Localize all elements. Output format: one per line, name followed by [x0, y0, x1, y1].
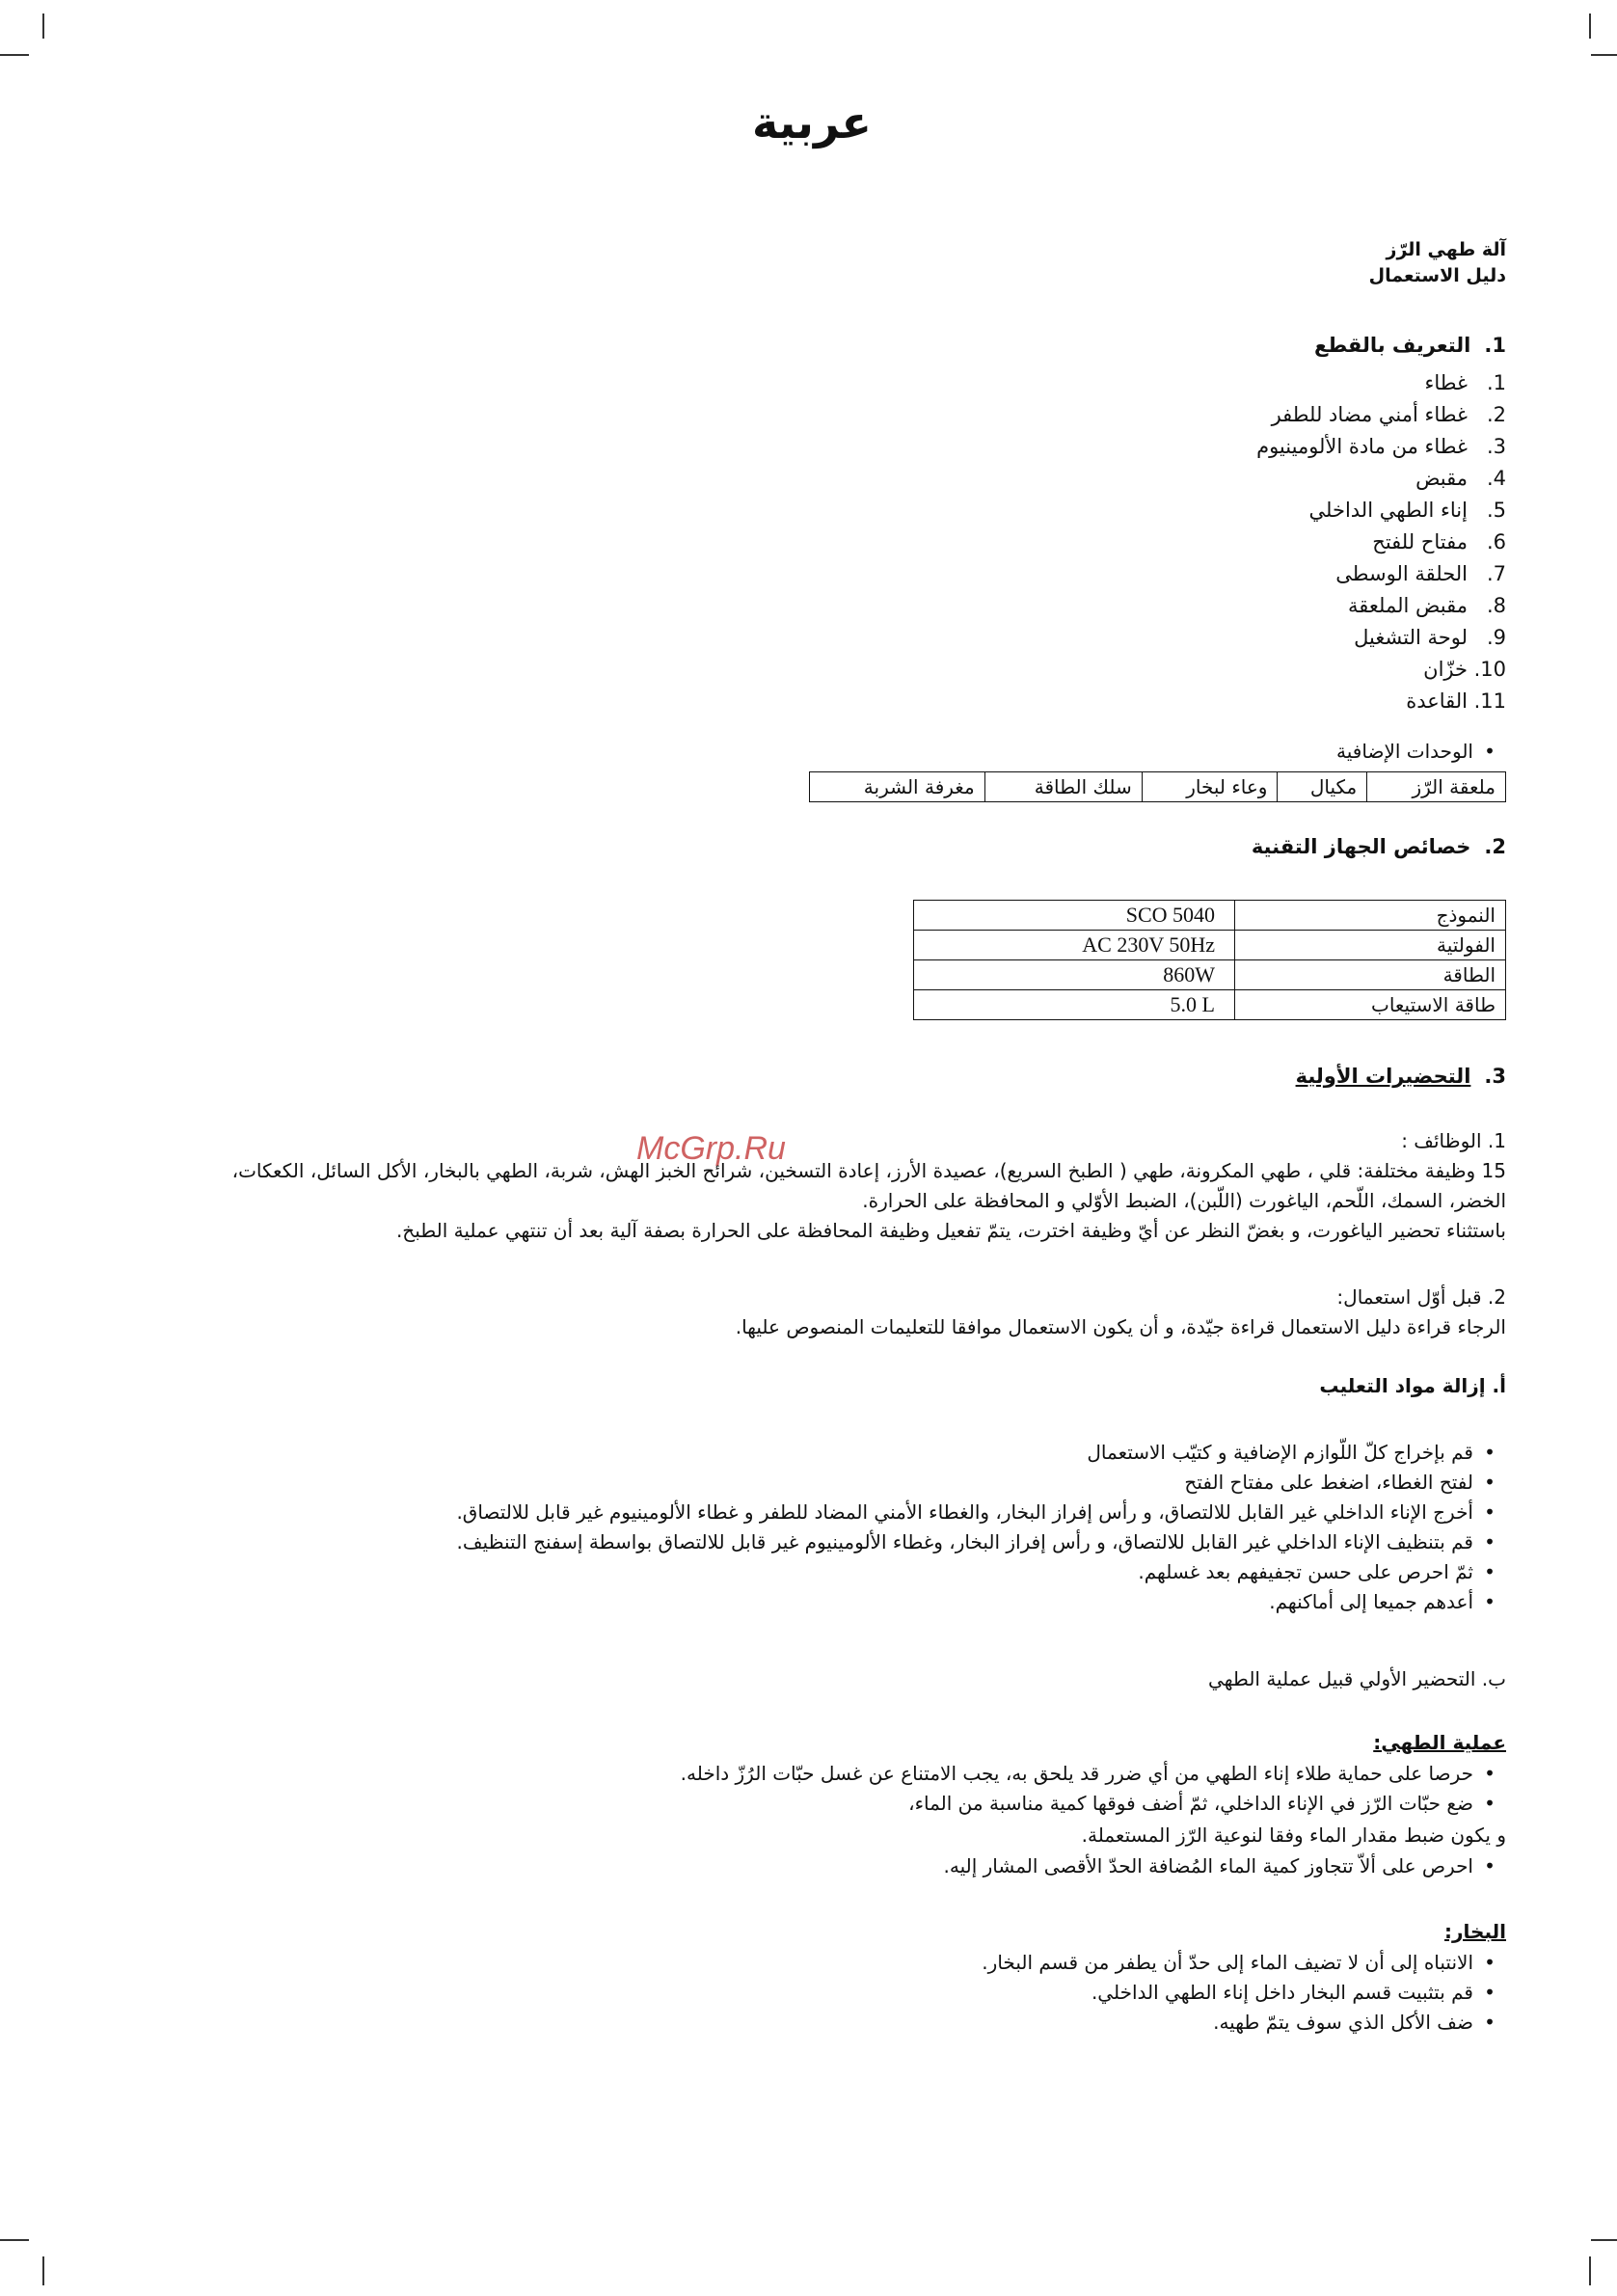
list-item: • أخرج الإناء الداخلي غير القابل للالتصاق، و رأس إفراز البخار، والغطاء الأمني المضاد للطفر و غطاء الألومينيوم غير قابل للالتصاق. — [21, 1498, 1506, 1527]
section-1-heading — [1314, 334, 1506, 357]
before-use-heading: 2. قبل أوّل استعمال: — [1336, 1285, 1506, 1309]
list-item: 2. غطاء أمني مضاد للطفر — [1271, 403, 1506, 426]
packaging-heading: أ. إزالة مواد التعليب — [1319, 1374, 1506, 1397]
table-row — [914, 960, 1506, 990]
list-item: • قم بتنظيف الإناء الداخلي غير القابل للالتصاق، و رأس إفراز البخار، وغطاء الألومينيوم غير قابل للالتصاق بواسطة إسفنج التنظيف. — [21, 1527, 1506, 1557]
crop-mark — [1589, 2256, 1591, 2285]
list-item: 11. القاعدة — [1406, 689, 1506, 713]
crop-mark — [42, 14, 44, 39]
table-cell: مكيال — [1278, 772, 1367, 802]
specs-table — [913, 900, 1506, 1020]
section-title: التحضيرات الأولية — [1295, 1065, 1471, 1088]
list-item: • احرص على ألاّ تتجاوز كمية الماء المُضافة الحدّ الأقصى المشار إليه. — [21, 1851, 1506, 1881]
crop-mark — [0, 54, 29, 56]
spec-label: طاقة الاستيعاب — [1235, 990, 1506, 1020]
steam-heading: البخار: — [1444, 1920, 1506, 1943]
page-title: عربية — [752, 96, 872, 149]
list-item: • ضع حبّات الرّز في الإناء الداخلي، ثمّ أضف فوقها كمية مناسبة من الماء، — [21, 1789, 1506, 1819]
list-item: • قم بإخراج كلّ اللّوازم الإضافية و كتيّب الاستعمال — [21, 1438, 1506, 1468]
packaging-list — [21, 1438, 1506, 1617]
functions-block — [2, 1126, 1506, 1246]
prep-heading: ب. التحضير الأولي قبيل عملية الطهي — [1208, 1667, 1506, 1690]
list-item: 3. غطاء من مادة الألومينيوم — [1256, 435, 1506, 458]
spec-value: AC 230V 50Hz — [914, 931, 1235, 960]
list-item: 8. مقبض الملعقة — [1348, 594, 1506, 617]
document-header — [1369, 237, 1506, 289]
section-number: 2. — [1484, 835, 1506, 858]
spec-value: SCO 5040 — [914, 901, 1235, 931]
spec-label: الفولتية — [1235, 931, 1506, 960]
section-title: التعريف بالقطع — [1314, 334, 1471, 357]
section-3-heading — [1296, 1065, 1506, 1088]
crop-mark — [1591, 54, 1617, 56]
spec-value: 5.0 L — [914, 990, 1235, 1020]
manual-subtitle: دليل الاستعمال — [1368, 265, 1506, 286]
product-name: آلة طهي الرّز — [1386, 239, 1506, 260]
section-number: 1. — [1484, 334, 1506, 357]
section-2-heading — [1252, 835, 1506, 858]
crop-mark — [1589, 14, 1591, 39]
list-item: 1. غطاء — [1424, 371, 1506, 394]
table-cell: ملعقة الرّز — [1367, 772, 1506, 802]
list-item: • ثمّ احرص على حسن تجفيفهم بعد غسلهم. — [21, 1557, 1506, 1587]
table-row — [914, 990, 1506, 1020]
section-number: 3. — [1484, 1065, 1506, 1088]
functions-heading: 1. الوظائف : — [1401, 1129, 1506, 1152]
list-item: 7. الحلقة الوسطى — [1335, 562, 1506, 585]
list-item: • الانتباه إلى أن لا تضيف الماء إلى حدّ أن يطفر من قسم البخار. — [21, 1948, 1506, 1978]
spec-value: 860W — [914, 960, 1235, 990]
list-item: 6. مفتاح للفتح — [1372, 530, 1506, 554]
spec-label: الطاقة — [1235, 960, 1506, 990]
cooking-heading: عملية الطهي: — [1373, 1731, 1506, 1754]
list-item: • قم بتثبيت قسم البخار داخل إناء الطهي الداخلي. — [21, 1978, 1506, 2008]
crop-mark — [42, 2256, 44, 2285]
before-use-block — [2, 1283, 1506, 1342]
accessories-bullet — [1336, 737, 1506, 767]
section-title: خصائص الجهاز التقنية — [1251, 835, 1471, 858]
list-item: • ضف الأكل الذي سوف يتمّ طهيه. — [21, 2008, 1506, 2038]
crop-mark — [1591, 2239, 1617, 2241]
table-cell: مغرفة الشربة — [810, 772, 985, 802]
cooking-note: و يكون ضبط مقدار الماء وفقا لنوعية الرّز المستعملة. — [1081, 1823, 1506, 1847]
list-item: 9. لوحة التشغيل — [1354, 626, 1506, 649]
cooking-list-2 — [21, 1851, 1506, 1881]
accessories-table — [809, 771, 1506, 802]
list-item: 5. إناء الطهي الداخلي — [1308, 499, 1506, 522]
crop-mark — [0, 2239, 29, 2241]
list-item: • أعدهم جميعا إلى أماكنهم. — [21, 1587, 1506, 1617]
list-item: 10. خزّان — [1423, 658, 1506, 681]
functions-line: باستثناء تحضير الياغورت، و بغضّ النظر عن أيّ وظيفة اخترت، يتمّ تفعيل وظيفة المحافظة على الحرارة بصفة آلية بعد أن تنتهي عملية الطبخ. — [395, 1219, 1506, 1242]
cooking-list — [21, 1759, 1506, 1819]
list-item: • حرصا على حماية طلاء إناء الطهي من أي ضرر قد يلحق به، يجب الامتناع عن غسل حبّات الرُزّ داخله. — [21, 1759, 1506, 1789]
watermark-text: McGrp.Ru — [636, 1130, 786, 1167]
accessories-label: • الوحدات الإضافية — [1336, 737, 1506, 767]
steam-list — [21, 1948, 1506, 2038]
before-use-text: الرجاء قراءة دليل الاستعمال قراءة جيّدة، و أن يكون الاستعمال موافقا للتعليمات المنصوص عليها. — [735, 1315, 1506, 1338]
table-cell: وعاء لبخار — [1142, 772, 1278, 802]
list-item: • لفتح الغطاء، اضغط على مفتاح الفتح — [21, 1468, 1506, 1498]
table-cell: سلك الطاقة — [984, 772, 1142, 802]
table-row — [914, 901, 1506, 931]
table-row — [914, 931, 1506, 960]
spec-label: النموذج — [1235, 901, 1506, 931]
functions-line: الخضر، السمك، اللّحم، الياغورت (اللّبن)، الضبط الأوّلي و المحافظة على الحرارة. — [862, 1189, 1506, 1212]
parts-list — [1256, 367, 1506, 717]
list-item: 4. مقبض — [1415, 467, 1506, 490]
table-row — [810, 772, 1506, 802]
functions-line: 15 وظيفة مختلفة: قلي ، طهي المكرونة، طهي ( الطبخ السريع)، عصيدة الأرز، إعادة التسخين، شرائح الخبز الهش، شربة، الطهي بالبخار، الأكل السائل، الكعكات، — [231, 1159, 1506, 1182]
